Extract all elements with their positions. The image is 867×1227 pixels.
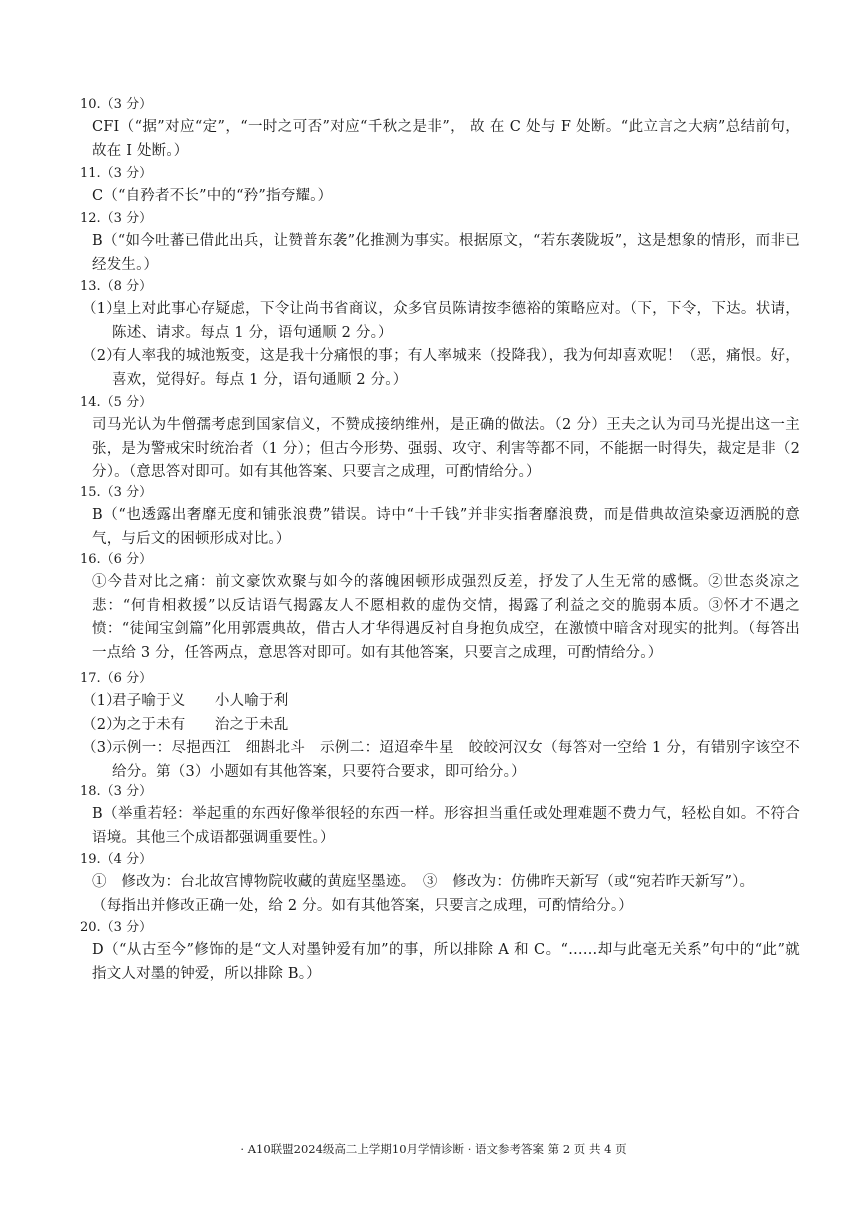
question-number: 16.（6 分）	[80, 552, 153, 567]
answer-note: （每指出并修改正确一处，给 2 分。如有其他答案，只要言之成理，可酌情给分。）	[92, 897, 633, 914]
sub-answer-text: 示例一：尽挹西江 细斟北斗 示例二：迢迢牵牛星 皎皎河汉女（每答对一空给 1 分，有错别字该空不给分。第（3）小题如有其他答案，只要符合要求，即可给分。）	[112, 740, 800, 780]
question-number: 18.（3 分）	[80, 784, 153, 799]
answer-text: CFI（“据”对应“定”，“一时之可否”对应“千秋之是非”， 故 在 C 处与 F 处断。“此立言之大病”总结前句，故在 I 处断。）	[92, 119, 800, 159]
question-10	[80, 94, 800, 163]
question-18	[80, 781, 800, 850]
question-number: 13.（8 分）	[80, 279, 153, 294]
question-number: 14.（5 分）	[80, 395, 153, 410]
sub-answer-text: 皇上对此事心存疑虑，下令让尚书省商议，众多官员陈请按李德裕的策略应对。（下，下令，下达。状请，陈述、请求。每点 1 分，语句通顺 2 分。）	[112, 301, 800, 341]
sub-answer	[80, 298, 800, 345]
answer-text: D（“从古至今”修饰的是“文人对墨钟爱有加”的事，所以排除 A 和 C。“……却与此毫无关系”句中的“此”就指文人对墨的钟爱，所以排除 B。）	[92, 942, 800, 982]
answer-text: ① 修改为：台北故宫博物院收藏的黄庭坚墨迹。 ③ 修改为：仿佛昨天新写（或“宛若昨天新写”）。	[92, 874, 755, 890]
sub-label: （1）	[82, 301, 121, 317]
question-11	[80, 163, 800, 209]
question-20	[80, 917, 800, 986]
question-number: 19.（4 分）	[80, 852, 153, 867]
question-19	[80, 849, 800, 918]
question-15	[80, 482, 800, 551]
sub-answer-text: 为之于未有 治之于未乱	[112, 716, 289, 733]
sub-answer	[80, 737, 800, 784]
question-13	[80, 276, 800, 392]
sub-label: （2）	[82, 716, 121, 733]
sub-answer	[80, 714, 800, 738]
question-number: 15.（3 分）	[80, 485, 153, 500]
answer-text: ①今昔对比之痛：前文豪饮欢聚与如今的落魄困顿形成强烈反差，抒发了人生无常的感慨。②世态炎凉之悲：“何肯相救援”以反诘语气揭露友人不愿相救的虚伪交情，揭露了利益之交的脆弱本质。③怀才不遇之愤：“徒闻宝剑篇”化用郭震典故，借古人才华得遇反衬自身抱负成空，在激愤中暗含对现实的批判。（每答出一点给 3 分，任答两点，意思答对即可。如有其他答案，只要言之成理，可酌情给分。）	[92, 574, 800, 661]
question-number: 20.（3 分）	[80, 920, 153, 935]
question-number: 11.（3 分）	[80, 166, 153, 181]
question-17	[80, 668, 800, 784]
sub-label: （1）	[82, 693, 121, 709]
question-14	[80, 392, 800, 485]
sub-answer-text: 君子喻于义 小人喻于利	[112, 693, 289, 709]
question-number: 12.（3 分）	[80, 211, 153, 226]
sub-label: （3）	[82, 740, 121, 756]
question-number: 10.（3 分）	[80, 97, 153, 112]
sub-answer	[80, 345, 800, 392]
answer-text: 司马光认为牛僧孺考虑到国家信义，不赞成接纳维州，是正确的做法。（2 分）王夫之认为司马光提出这一主张，是为警戒宋时统治者（1 分）；但古今形势、强弱、攻守、利害等都不同，不能据一时得失，裁定是非（2 分）。（意思答对即可。如有其他答案、只要言之成理，可酌情给分。）	[92, 417, 800, 480]
question-12	[80, 208, 800, 277]
answer-text: B（“也透露出奢靡无度和铺张浪费”错误。诗中“十千钱”并非实指奢靡浪费，而是借典故渲染豪迈洒脱的意气，与后文的困顿形成对比。）	[92, 507, 800, 547]
page-footer: · A10联盟2024级高二上学期10月学情诊断 · 语文参考答案 第 2 页 共 4 页	[240, 1142, 627, 1156]
sub-label: （2）	[82, 348, 121, 364]
question-number: 17.（6 分）	[80, 671, 153, 686]
answer-text: B（举重若轻：举起重的东西好像举很轻的东西一样。形容担当重任或处理难题不费力气，轻松自如。不符合语境。其他三个成语都强调重要性。）	[92, 806, 800, 846]
sub-answer	[80, 690, 800, 714]
sub-answer-text: 有人率我的城池叛变，这是我十分痛恨的事；有人率城来（投降我），我为何却喜欢呢！（恶，痛恨。好，喜欢，觉得好。每点 1 分，语句通顺 2 分。）	[112, 348, 800, 388]
answer-text: C（“自矜者不长”中的“矜”指夸耀。）	[92, 188, 333, 204]
answer-text: B（“如今吐蕃已借此出兵，让赞普东袭”化推测为事实。根据原文，“若东袭陇坂”，这是想象的情形，而非已经发生。）	[92, 233, 800, 273]
question-16	[80, 549, 800, 665]
